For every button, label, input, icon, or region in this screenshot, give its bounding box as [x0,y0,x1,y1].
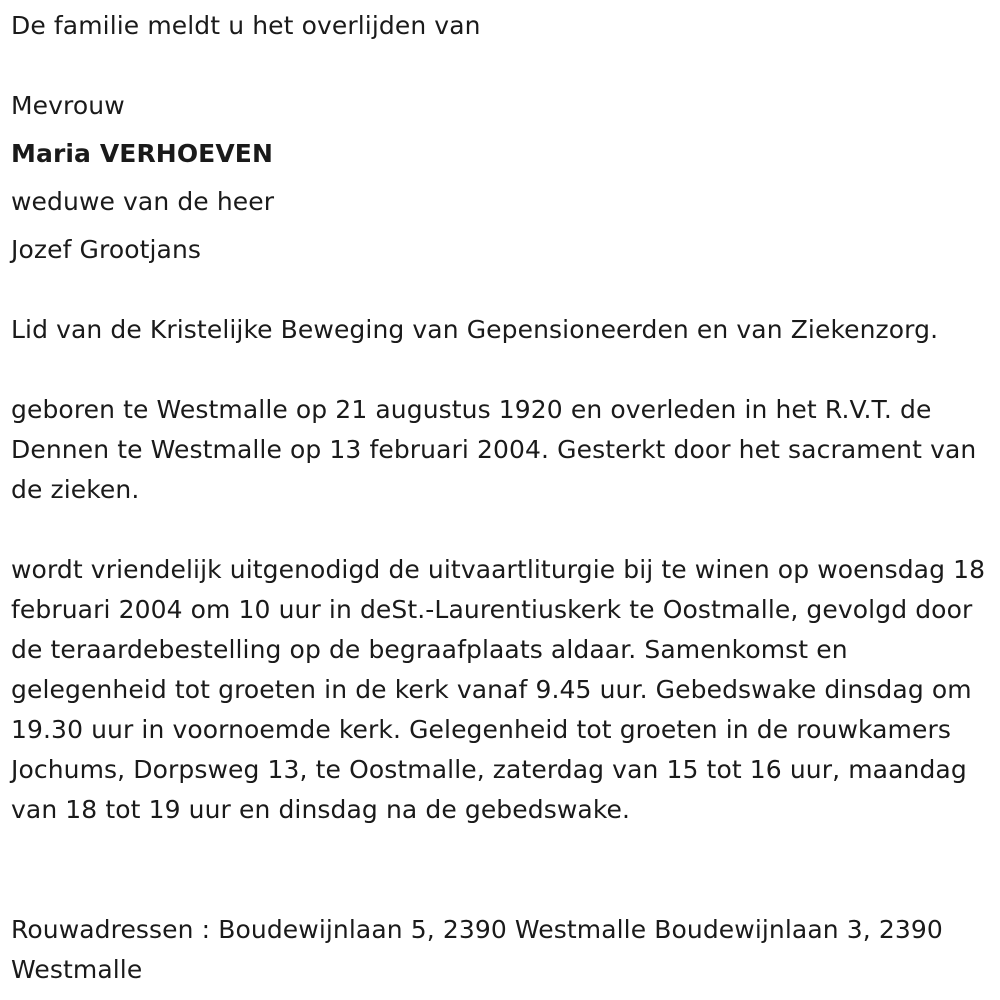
mourning-addresses: Rouwadressen : Boudewijnlaan 5, 2390 Westmalle Boudewijnlaan 3, 2390 Westmalle [11,915,943,984]
relation-text: weduwe van de heer [11,187,275,216]
funeral-paragraph: wordt vriendelijk uitgenodigd de uitvaartliturgie bij te winen op woensdag 18 februari 2004 om 10 uur in deSt.-Laurentiuskerk te Oostmalle, gevolgd door de teraardebestelling op de begraafplaats aldaar. Samenkomst en gelegenheid tot groeten in de kerk vanaf 9.45 uur. Gebedswake dinsdag om 19.30 uur in voornoemde kerk. Gelegenheid tot groeten in de rouwkamers Jochums, Dorpsweg 13, te Oostmalle, zaterdag van 15 tot 16 uur, maandag van 18 tot 19 uur en dinsdag na de gebedswake. [11,555,986,824]
spouse-name: Jozef Grootjans [11,235,202,264]
deceased-name: Maria VERHOEVEN [11,139,273,168]
birth-death-paragraph: geboren te Westmalle op 21 augustus 1920 en overleden in het R.V.T. de Dennen te Westmalle op 13 februari 2004. Gesterkt door het sacrament van de zieken. [11,395,977,504]
intro-text: De familie meldt u het overlijden van [11,11,481,40]
salutation: Mevrouw [11,91,125,120]
membership-text: Lid van de Kristelijke Beweging van Gepensioneerden en van Ziekenzorg. [11,315,939,344]
